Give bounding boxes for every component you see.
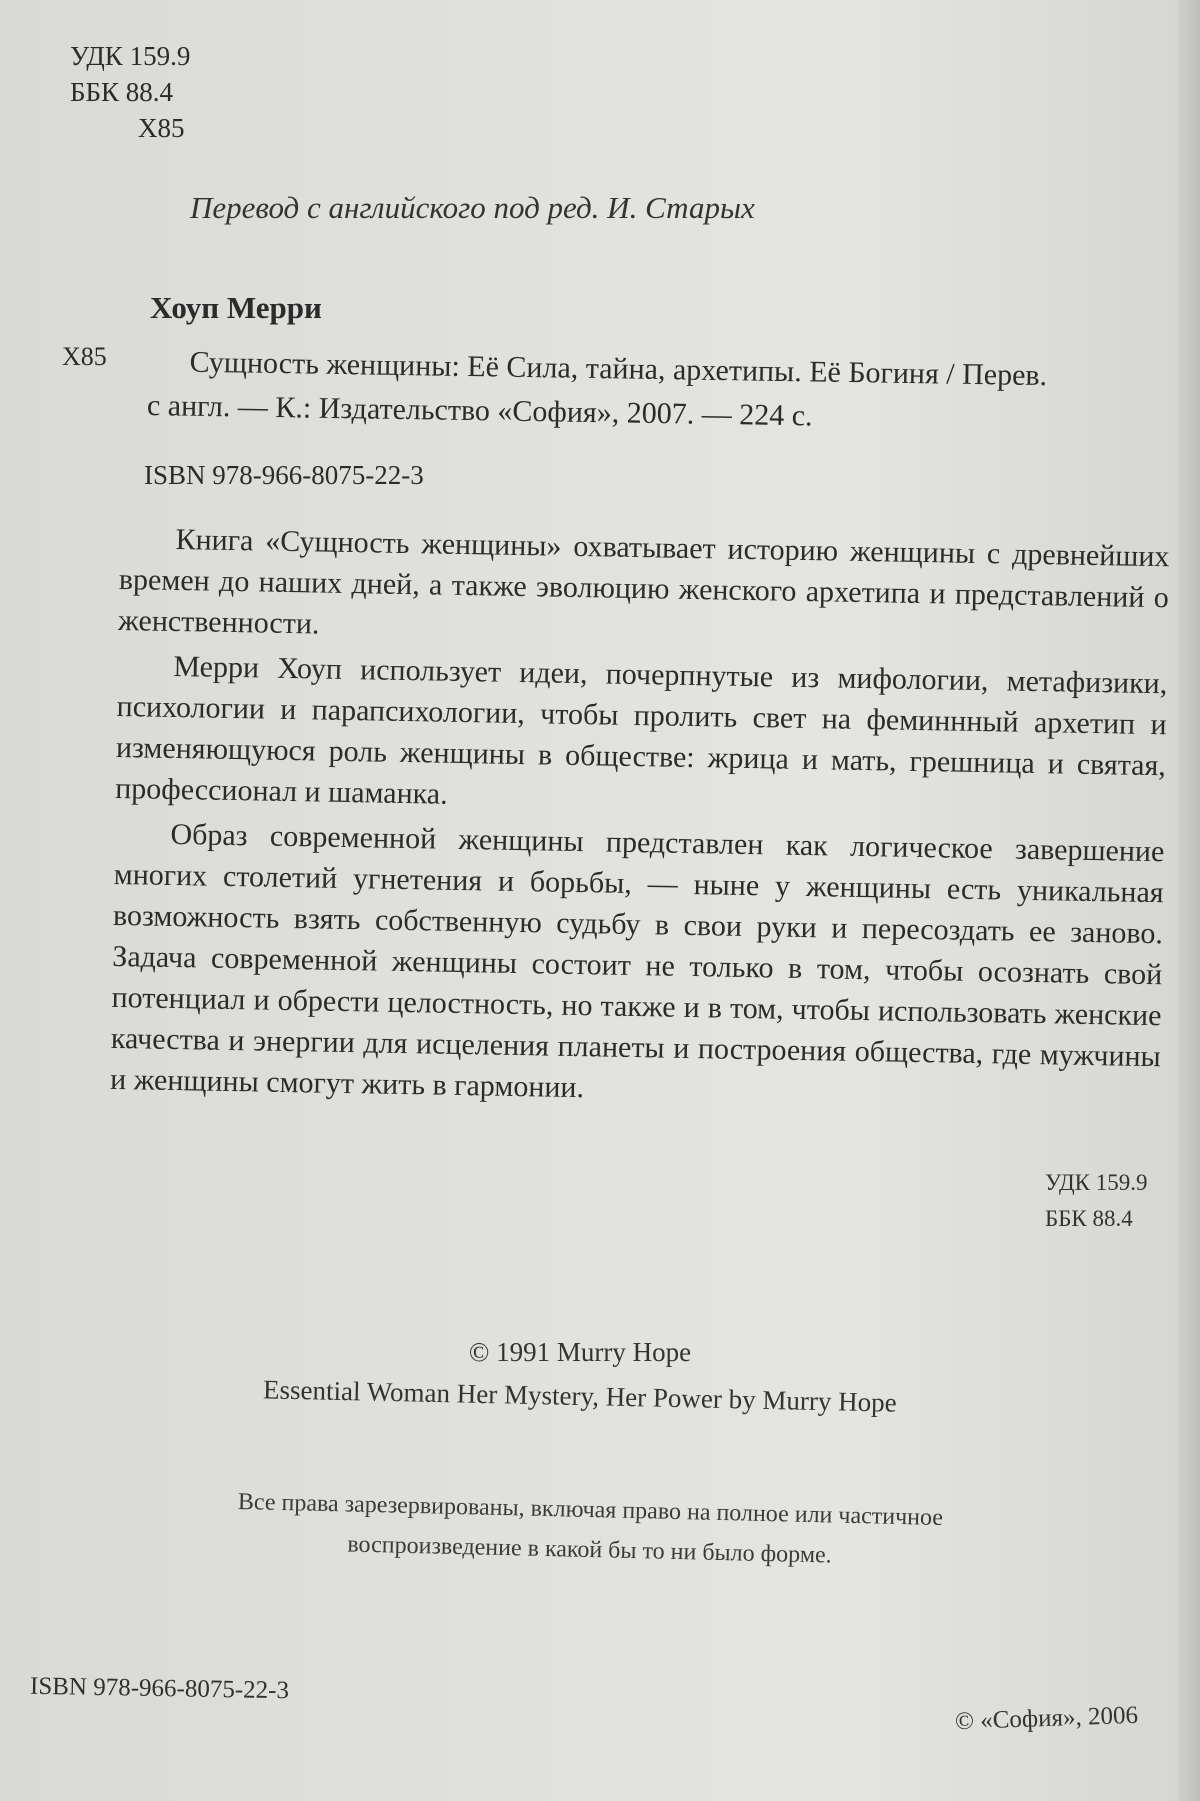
copyright-block (0, 1330, 1160, 1418)
page-right-edge-shadow (1178, 0, 1200, 1801)
rights-line-1: Все права зарезервированы, включая право на полное или частичное (237, 1489, 944, 1532)
annotation-paragraph-2: Мерри Хоуп использует идеи, почерпнутые из мифологии, метафизики, психологии и парапсихологии, чтобы пролить свет на феминнный архетип и изменяющуюся роль женщины в обществе: жрица и мать, грешница и святая, профессионал и шаманка. (114, 649, 1168, 811)
publisher-copyright: © «София», 2006 (954, 1701, 1139, 1736)
rights-line-2: воспроизведение в какой бы то ни было форме. (347, 1531, 832, 1569)
isbn-top: ISBN 978-966-8075-22-3 (144, 460, 424, 490)
isbn-bottom: ISBN 978-966-8075-22-3 (29, 1672, 290, 1705)
side-author-mark: Х85 (62, 342, 107, 371)
biblio-line-2: с англ. — К.: Издательство «София», 2007. — 224 с. (146, 388, 813, 433)
annotation (110, 518, 1170, 1122)
classification-right (1045, 1165, 1148, 1237)
classification-block (70, 38, 190, 146)
udk-code-right: УДК 159.9 (1045, 1170, 1148, 1195)
author-mark: Х85 (138, 113, 185, 143)
annotation-paragraph-3: Образ современной женщины представлен как логическое завершение многих столетий угнетения и борьбы, — ныне у женщины есть уникальная возможность взять собственную судьбу в свои руки и пересоздать ее заново. Задача современной женщины состоит не только в том, чтобы осознать свой потенциал и обрести целостность, но также и в том, чтобы использовать женские качества и энергии для исцеления планеты и построения общества, где мужчины и женщины смогут жить в гармонии. (109, 817, 1165, 1105)
bibliographic-description (147, 340, 1178, 444)
bbk-code: ББК 88.4 (70, 77, 174, 107)
biblio-line-1: Сущность женщины: Её Сила, тайна, архетипы. Её Богиня / Перев. (189, 345, 1048, 393)
rights-notice (0, 1477, 1181, 1584)
translation-note: Перевод с английского под ред. И. Старых (190, 190, 755, 225)
author-heading: Хоуп Мерри (150, 290, 322, 325)
annotation-paragraph-1: Книга «Сущность женщины» охватывает историю женщины с древнейших времен до наших дней, а также эволюцию женского архетипа и представлений о женственности. (117, 522, 1170, 641)
copyright-line: © 1991 Murry Hope (468, 1337, 692, 1367)
bbk-code-right: ББК 88.4 (1045, 1206, 1133, 1231)
udk-code: УДК 159.9 (70, 41, 191, 71)
original-title: Essential Woman Her Mystery, Her Power by Murry Hope (262, 1374, 898, 1418)
